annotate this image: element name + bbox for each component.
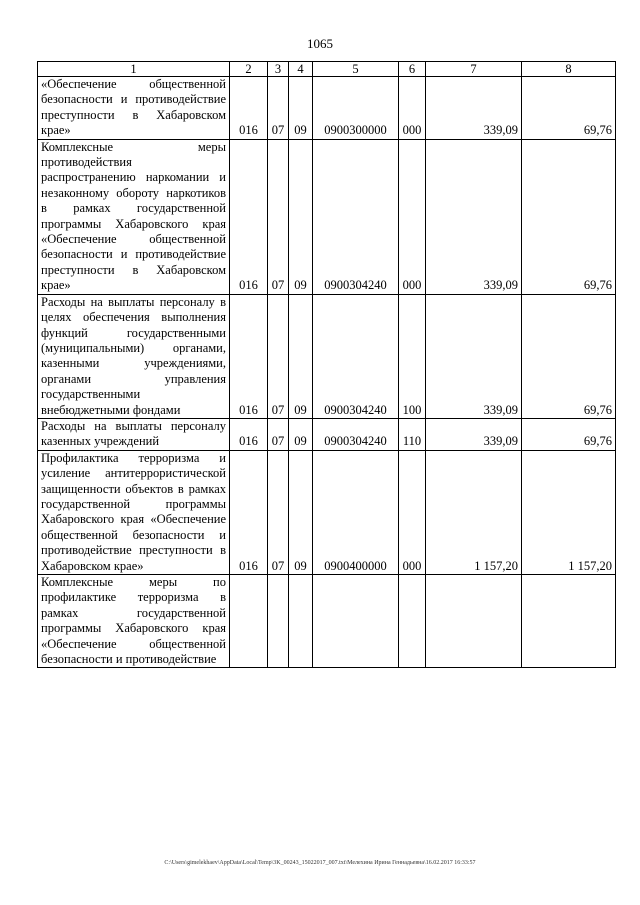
row-ministry-code: 016	[230, 450, 268, 574]
row-expense-type: 100	[399, 294, 426, 418]
row-subsection-code: 09	[289, 139, 313, 294]
row-section-code: 07	[268, 77, 289, 140]
row-amount-col7: 339,09	[426, 77, 522, 140]
budget-table	[37, 61, 616, 668]
row-target-article: 0900304240	[313, 294, 399, 418]
row-expense-type: 000	[399, 139, 426, 294]
row-ministry-code: 016	[230, 139, 268, 294]
row-description: Расходы на выплаты персоналу казенных учреждений	[38, 418, 230, 450]
row-target-article: 0900400000	[313, 450, 399, 574]
row-amount-col7	[426, 575, 522, 668]
row-expense-type: 110	[399, 418, 426, 450]
row-ministry-code: 016	[230, 77, 268, 140]
row-expense-type: 000	[399, 450, 426, 574]
row-amount-col7: 339,09	[426, 418, 522, 450]
row-amount-col7: 1 157,20	[426, 450, 522, 574]
row-target-article: 0900304240	[313, 418, 399, 450]
table-row	[38, 139, 616, 294]
header-col-1: 1	[38, 62, 230, 77]
header-row	[38, 62, 616, 77]
table-row	[38, 77, 616, 140]
row-target-article	[313, 575, 399, 668]
row-ministry-code: 016	[230, 418, 268, 450]
row-section-code: 07	[268, 294, 289, 418]
row-subsection-code: 09	[289, 77, 313, 140]
row-amount-col8: 69,76	[522, 139, 616, 294]
row-subsection-code: 09	[289, 418, 313, 450]
row-amount-col8: 69,76	[522, 77, 616, 140]
header-col-8: 8	[522, 62, 616, 77]
row-target-article: 0900304240	[313, 139, 399, 294]
row-subsection-code	[289, 575, 313, 668]
row-amount-col8: 69,76	[522, 294, 616, 418]
table-row	[38, 418, 616, 450]
row-amount-col8	[522, 575, 616, 668]
row-target-article: 0900300000	[313, 77, 399, 140]
header-col-6: 6	[399, 62, 426, 77]
row-amount-col7: 339,09	[426, 139, 522, 294]
table-row	[38, 575, 616, 668]
row-section-code: 07	[268, 418, 289, 450]
row-ministry-code: 016	[230, 294, 268, 418]
header-col-5: 5	[313, 62, 399, 77]
table-row	[38, 450, 616, 574]
row-amount-col7: 339,09	[426, 294, 522, 418]
row-amount-col8: 69,76	[522, 418, 616, 450]
row-description: Комплексные меры по профилактике терроризма в рамках государственной программы Хабаровского края «Обеспечение общественной безопасности и противодействие	[38, 575, 230, 668]
header-col-4: 4	[289, 62, 313, 77]
row-description: Профилактика терроризма и усиление антитеррористической защищенности объектов в рамках государственной программы Хабаровского края «Обеспечение общественной безопасности и противодействие преступности в Хабаровском крае»	[38, 450, 230, 574]
row-subsection-code: 09	[289, 450, 313, 574]
row-expense-type: 000	[399, 77, 426, 140]
header-col-3: 3	[268, 62, 289, 77]
header-col-2: 2	[230, 62, 268, 77]
table-row	[38, 294, 616, 418]
header-col-7: 7	[426, 62, 522, 77]
page-number: 1065	[307, 36, 333, 51]
row-section-code: 07	[268, 450, 289, 574]
file-path-footer: C:\Users\gimelekhaev\AppData\Local\Temp\3K_00243_15022017_007.txt\Мелехина Ирина Геннадьевна\16.02.2017 16:33:57	[164, 860, 476, 866]
row-section-code: 07	[268, 139, 289, 294]
row-description: Комплексные меры противодействия распространению наркомании и незаконному обороту наркотиков в рамках государственной программы Хабаровского края «Обеспечение общественной безопасности и противодействие преступности в Хабаровском крае»	[38, 139, 230, 294]
row-description: Расходы на выплаты персоналу в целях обеспечения выполнения функций государственными (муниципальными) органами, казенными учреждениями, органами управления государственными внебюджетными фондами	[38, 294, 230, 418]
row-description: «Обеспечение общественной безопасности и противодействие преступности в Хабаровском крае»	[38, 77, 230, 140]
row-ministry-code	[230, 575, 268, 668]
row-section-code	[268, 575, 289, 668]
row-expense-type	[399, 575, 426, 668]
row-subsection-code: 09	[289, 294, 313, 418]
row-amount-col8: 1 157,20	[522, 450, 616, 574]
